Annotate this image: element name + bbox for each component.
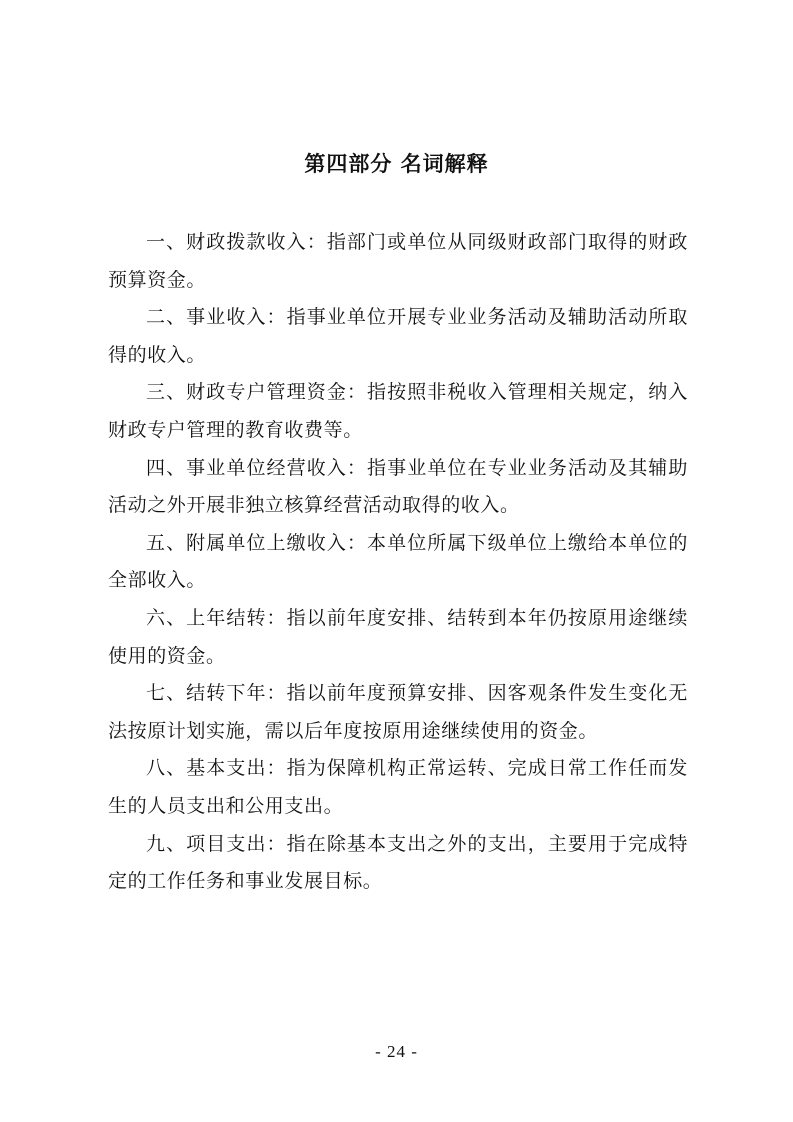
term-item-6: 六、上年结转：指以前年度安排、结转到本年仍按原用途继续使用的资金。 <box>108 606 688 667</box>
page-title: 第四部分 名词解释 <box>304 152 489 176</box>
term-item-8: 八、基本支出：指为保障机构正常运转、完成日常工作任而发生的人员支出和公用支出。 <box>108 757 688 817</box>
term-item-7: 七、结转下年：指以前年度预算安排、因客观条件发生变化无法按原计划实施，需以后年度按原用途继续使用的资金。 <box>108 682 688 742</box>
term-item-1: 一、财政拨款收入：指部门或单位从同级财政部门取得的财政预算资金。 <box>108 231 688 291</box>
term-item-2: 二、事业收入：指事业单位开展专业业务活动及辅助活动所取得的收入。 <box>108 306 688 366</box>
term-item-3: 三、财政专户管理资金：指按照非税收入管理相关规定，纳入财政专户管理的教育收费等。 <box>108 381 688 441</box>
term-item-5: 五、附属单位上缴收入：本单位所属下级单位上缴给本单位的全部收入。 <box>108 531 688 592</box>
term-definitions <box>108 224 688 901</box>
term-item-4: 四、事业单位经营收入：指事业单位在专业业务活动及其辅助活动之外开展非独立核算经营活动取得的收入。 <box>108 456 688 517</box>
page-number: - 24 - <box>375 1042 418 1061</box>
term-item-9: 九、项目支出：指在除基本支出之外的支出，主要用于完成特定的工作任务和事业发展目标。 <box>108 832 688 893</box>
